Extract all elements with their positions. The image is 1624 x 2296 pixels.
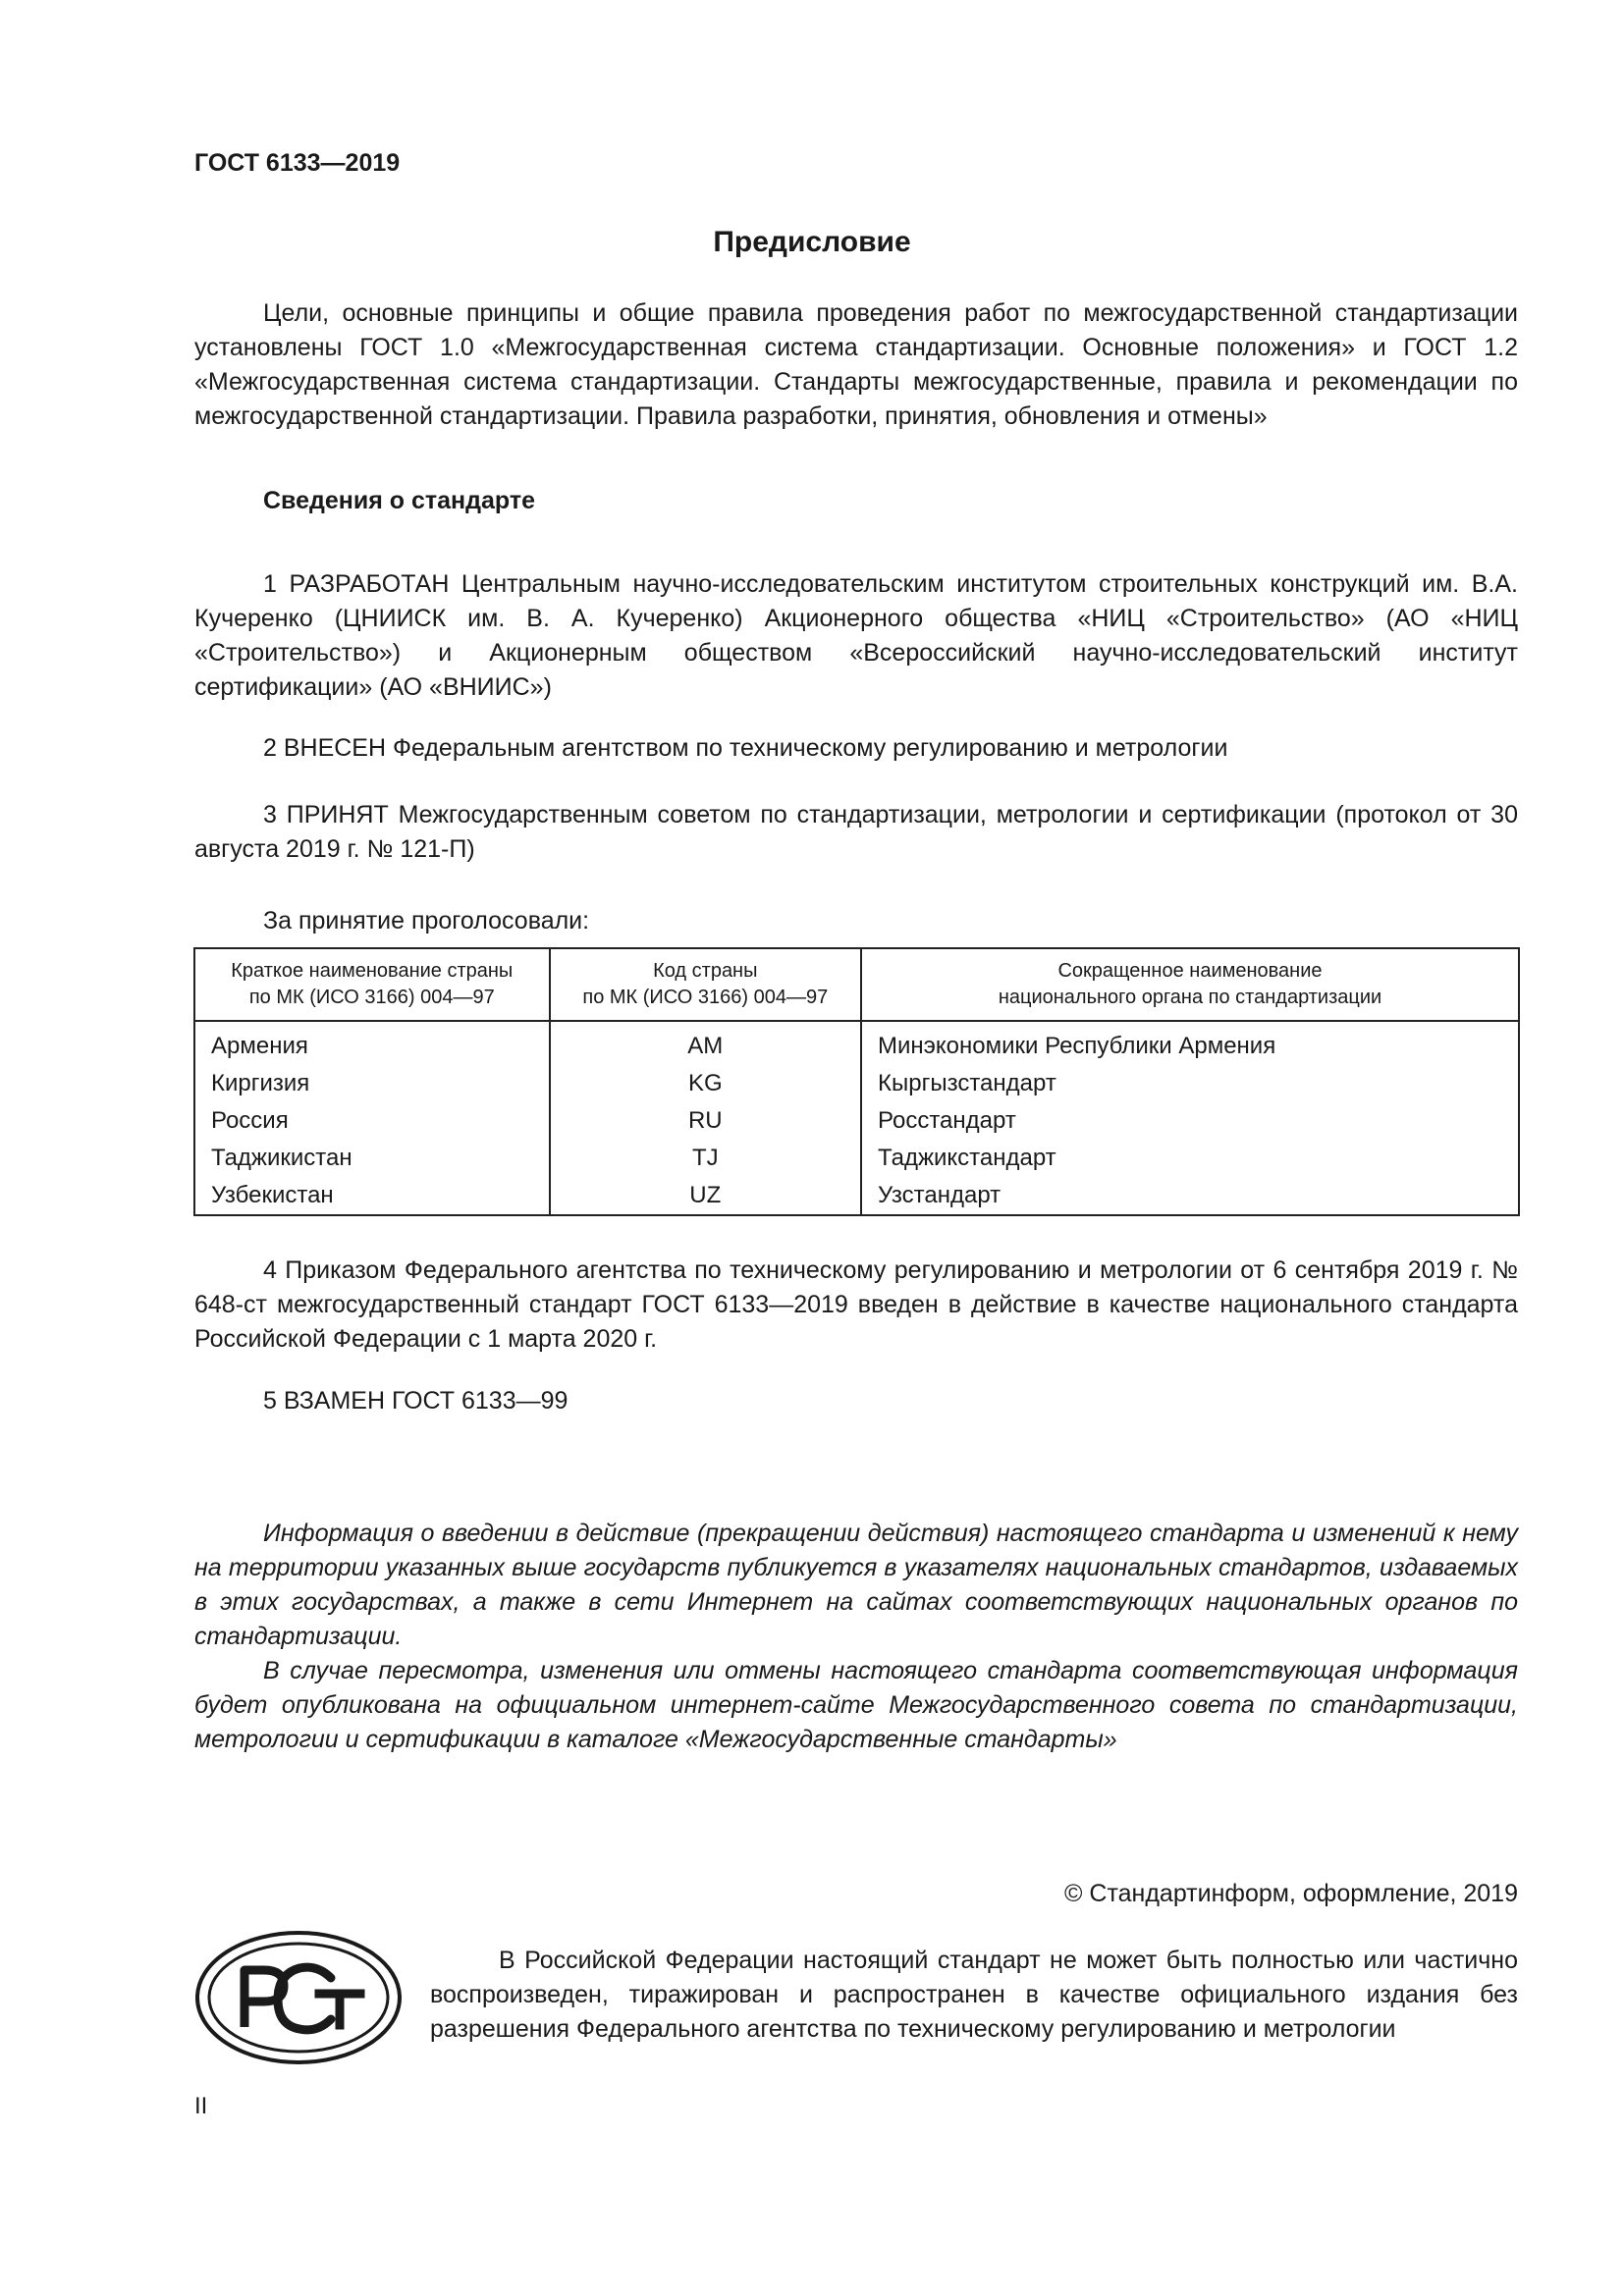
info-note-publication: Информация о введении в действие (прекращении действия) настоящего стандарта и изменений к нему на территории указанных выше государств публикуется в указателях национальных стандартов, издаваемых в этих государствах, а также в сети Интернет на сайтах соответствующих национальных органов по стандартизации. — [194, 1520, 1518, 1650]
rights-notice: В Российской Федерации настоящий стандарт не может быть полностью или частично воспроизведен, тиражирован и распространен в качестве официального издания без разрешения Федерального агентства по техническому регулированию и метрологии — [430, 1947, 1518, 2043]
item-developed: 1 РАЗРАБОТАН Центральным научно-исследовательским институтом строительных конструкций им. В.А. Кучеренко (ЦНИИСК им. В. А. Кучеренко) Акционерного общества «НИЦ «Строительство» (АО «НИЦ «Строительство») и Акционерным обществом «Всероссийский научно-исследовательский институт сертификации» (АО «ВНИИС») — [194, 570, 1518, 701]
cell-country: Киргизия — [194, 1065, 550, 1102]
cell-body: Таджикстандарт — [861, 1140, 1519, 1177]
item-submitted: 2 ВНЕСЕН Федеральным агентством по техническому регулированию и метрологии — [263, 734, 1228, 762]
table-header-row — [194, 948, 1519, 1021]
item-adopted: 3 ПРИНЯТ Межгосударственным советом по стандартизации, метрологии и сертификации (протокол от 30 августа 2019 г. № 121-П) — [194, 801, 1518, 863]
cell-body: Кыргызстандарт — [861, 1065, 1519, 1102]
table-row — [194, 1021, 1519, 1065]
cell-code: KG — [550, 1065, 861, 1102]
cell-country: Таджикистан — [194, 1140, 550, 1177]
page-title: Предисловие — [713, 226, 911, 258]
cell-body: Минэкономики Республики Армения — [861, 1021, 1519, 1065]
header-line: Сокращенное наименование — [1057, 960, 1323, 982]
cell-code: AM — [550, 1021, 861, 1065]
cell-code: UZ — [550, 1177, 861, 1215]
item-enacted: 4 Приказом Федерального агентства по техническому регулированию и метрологии от 6 сентября 2019 г. № 648-ст межгосударственный стандарт ГОСТ 6133—2019 введен в действие в качестве национального стандарта Российской Федерации с 1 марта 2020 г. — [194, 1256, 1518, 1353]
cell-code: RU — [550, 1102, 861, 1140]
document-code: ГОСТ 6133—2019 — [194, 149, 401, 177]
cell-country: Узбекистан — [194, 1177, 550, 1215]
header-line: Краткое наименование страны — [231, 960, 514, 982]
cell-body: Узстандарт — [861, 1177, 1519, 1215]
info-note-revision: В случае пересмотра, изменения или отмены настоящего стандарта соответствующая информация будет опубликована на официальном интернет-сайте Межгосударственного совета по стандартизации, метрологии и сертификации в каталоге «Межгосударственные стандарты» — [194, 1657, 1518, 1753]
voted-label: За принятие проголосовали: — [263, 907, 590, 934]
header-code — [550, 948, 861, 1021]
cell-country: Россия — [194, 1102, 550, 1140]
header-line: по МК (ИСО 3166) 004—97 — [248, 987, 495, 1008]
table-row — [194, 1177, 1519, 1215]
cell-body: Росстандарт — [861, 1102, 1519, 1140]
header-line: по МК (ИСО 3166) 004—97 — [582, 987, 829, 1008]
cell-code: TJ — [550, 1140, 861, 1177]
item-replaces: 5 ВЗАМЕН ГОСТ 6133—99 — [263, 1387, 568, 1415]
cell-country: Армения — [194, 1021, 550, 1065]
copyright-line: © Стандартинформ, оформление, 2019 — [1064, 1880, 1518, 1907]
header-country — [194, 948, 550, 1021]
table-row — [194, 1065, 1519, 1102]
section-title: Сведения о стандарте — [263, 487, 536, 514]
table-row — [194, 1102, 1519, 1140]
header-line: Код страны — [653, 960, 758, 982]
intro-paragraph: Цели, основные принципы и общие правила проведения работ по межгосударственной стандартизации установлены ГОСТ 1.0 «Межгосударственная система стандартизации. Основные положения» и ГОСТ 1.2 «Межгосударственная система стандартизации. Стандарты межгосударственные, правила и рекомендации по межгосударственной стандартизации. Правила разработки, принятия, обновления и отмены» — [194, 299, 1518, 430]
header-line: национального органа по стандартизации — [998, 987, 1382, 1008]
vote-table — [193, 947, 1520, 1216]
table-row — [194, 1140, 1519, 1177]
header-body — [861, 948, 1519, 1021]
rst-mark-icon — [193, 1929, 405, 2066]
page-number: II — [194, 2093, 208, 2119]
